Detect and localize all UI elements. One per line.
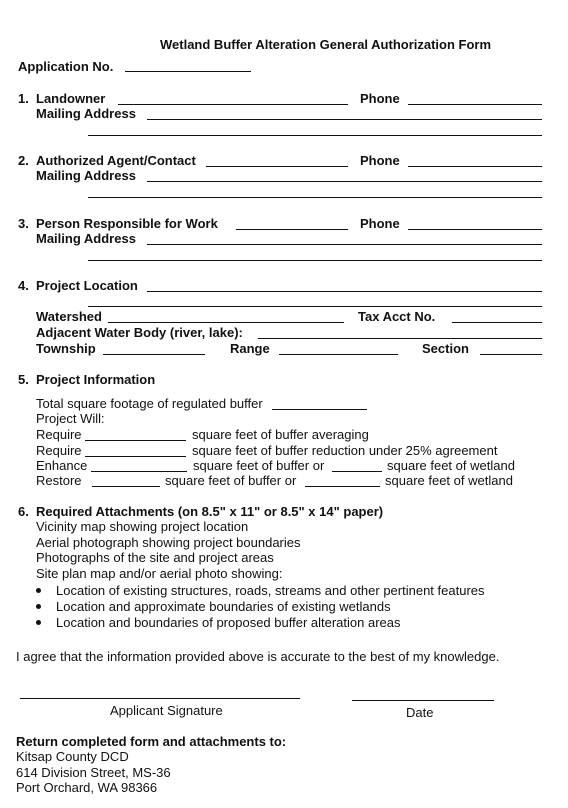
attachment-item: Photographs of the site and project areas bbox=[36, 550, 274, 565]
application-no-field[interactable] bbox=[125, 71, 251, 72]
attachment-item: Aerial photograph showing project boundaries bbox=[36, 535, 301, 550]
project-will-label: Project Will: bbox=[36, 411, 105, 426]
landowner-phone-field[interactable] bbox=[408, 104, 542, 105]
responsible-phone-field[interactable] bbox=[408, 229, 542, 230]
attachment-item: Site plan map and/or aerial photo showing: bbox=[36, 566, 283, 581]
landowner-field[interactable] bbox=[118, 104, 348, 105]
require-averaging-label: Require bbox=[36, 427, 82, 442]
project-location-label: Project Location bbox=[36, 278, 138, 293]
agent-field[interactable] bbox=[206, 166, 348, 167]
require-averaging-text: square feet of buffer averaging bbox=[192, 427, 369, 442]
bullet-icon bbox=[36, 604, 41, 609]
adjacent-water-field[interactable] bbox=[258, 338, 542, 339]
require-reduction-label: Require bbox=[36, 443, 82, 458]
bullet-icon bbox=[36, 620, 41, 625]
section-2-number: 2. bbox=[18, 153, 29, 168]
watershed-label: Watershed bbox=[36, 309, 102, 324]
require-reduction-text: square feet of buffer reduction under 25% agreement bbox=[192, 443, 498, 458]
enhance-buffer-text: square feet of buffer or bbox=[193, 458, 325, 473]
agent-phone-field[interactable] bbox=[408, 166, 542, 167]
attachment-bullet: Location and boundaries of proposed buffer alteration areas bbox=[56, 615, 401, 630]
watershed-field[interactable] bbox=[108, 322, 344, 323]
require-averaging-field[interactable] bbox=[85, 440, 186, 441]
restore-buffer-field[interactable] bbox=[92, 486, 160, 487]
date-label: Date bbox=[406, 705, 434, 720]
responsible-mailing-label: Mailing Address bbox=[36, 231, 136, 246]
signature-label: Applicant Signature bbox=[110, 703, 223, 718]
township-field[interactable] bbox=[103, 354, 205, 355]
responsible-mailing-field[interactable] bbox=[147, 244, 542, 245]
agent-mailing-field[interactable] bbox=[147, 181, 542, 182]
landowner-mailing-field-2[interactable] bbox=[88, 135, 542, 136]
total-footage-label: Total square footage of regulated buffer bbox=[36, 396, 263, 411]
section-6-number: 6. bbox=[18, 504, 29, 519]
agent-label: Authorized Agent/Contact bbox=[36, 153, 196, 168]
enhance-buffer-field[interactable] bbox=[91, 471, 187, 472]
township-label: Township bbox=[36, 341, 96, 356]
landowner-mailing-field[interactable] bbox=[147, 119, 542, 120]
attachment-item: Vicinity map showing project location bbox=[36, 519, 249, 534]
agent-phone-label: Phone bbox=[360, 153, 400, 168]
project-location-field[interactable] bbox=[147, 291, 542, 292]
section-1-number: 1. bbox=[18, 91, 29, 106]
adjacent-water-label: Adjacent Water Body (river, lake): bbox=[36, 325, 243, 340]
enhance-wetland-field[interactable] bbox=[332, 471, 382, 472]
range-label: Range bbox=[230, 341, 270, 356]
enhance-wetland-text: square feet of wetland bbox=[387, 458, 515, 473]
agent-mailing-field-2[interactable] bbox=[88, 197, 542, 198]
responsible-phone-label: Phone bbox=[360, 216, 400, 231]
project-location-field-2[interactable] bbox=[88, 306, 542, 307]
section-field[interactable] bbox=[480, 354, 542, 355]
attachment-bullet: Location of existing structures, roads, streams and other pertinent features bbox=[56, 583, 485, 598]
require-reduction-field[interactable] bbox=[85, 456, 186, 457]
required-attachments-label: Required Attachments (on 8.5" x 11" or 8.5" x 14" paper) bbox=[36, 504, 384, 519]
enhance-label: Enhance bbox=[36, 458, 88, 473]
responsible-mailing-field-2[interactable] bbox=[88, 260, 542, 261]
tax-acct-field[interactable] bbox=[452, 322, 542, 323]
return-address-line: Kitsap County DCD bbox=[16, 749, 129, 764]
landowner-phone-label: Phone bbox=[360, 91, 400, 106]
restore-buffer-text: square feet of buffer or bbox=[165, 473, 297, 488]
landowner-mailing-label: Mailing Address bbox=[36, 106, 136, 121]
section-3-number: 3. bbox=[18, 216, 29, 231]
return-address-line: 614 Division Street, MS-36 bbox=[16, 765, 171, 780]
section-4-number: 4. bbox=[18, 278, 29, 293]
responsible-person-label: Person Responsible for Work bbox=[36, 216, 218, 231]
section-label: Section bbox=[422, 341, 469, 356]
range-field[interactable] bbox=[279, 354, 398, 355]
agent-mailing-label: Mailing Address bbox=[36, 168, 136, 183]
date-field[interactable] bbox=[352, 700, 494, 701]
restore-wetland-field[interactable] bbox=[305, 486, 380, 487]
signature-field[interactable] bbox=[20, 698, 300, 699]
form-title: Wetland Buffer Alteration General Authorization Form bbox=[160, 37, 492, 52]
restore-wetland-text: square feet of wetland bbox=[385, 473, 513, 488]
landowner-label: Landowner bbox=[36, 91, 106, 106]
agreement-statement: I agree that the information provided above is accurate to the best of my knowledge. bbox=[16, 649, 500, 664]
total-footage-field[interactable] bbox=[272, 409, 367, 410]
application-no-label: Application No. bbox=[18, 59, 114, 74]
return-heading: Return completed form and attachments to: bbox=[16, 734, 287, 749]
bullet-icon bbox=[36, 588, 41, 593]
project-information-label: Project Information bbox=[36, 372, 156, 387]
responsible-person-field[interactable] bbox=[236, 229, 348, 230]
restore-label: Restore bbox=[36, 473, 82, 488]
return-address-line: Port Orchard, WA 98366 bbox=[16, 780, 158, 795]
tax-acct-label: Tax Acct No. bbox=[358, 309, 436, 324]
attachment-bullet: Location and approximate boundaries of existing wetlands bbox=[56, 599, 391, 614]
section-5-number: 5. bbox=[18, 372, 29, 387]
